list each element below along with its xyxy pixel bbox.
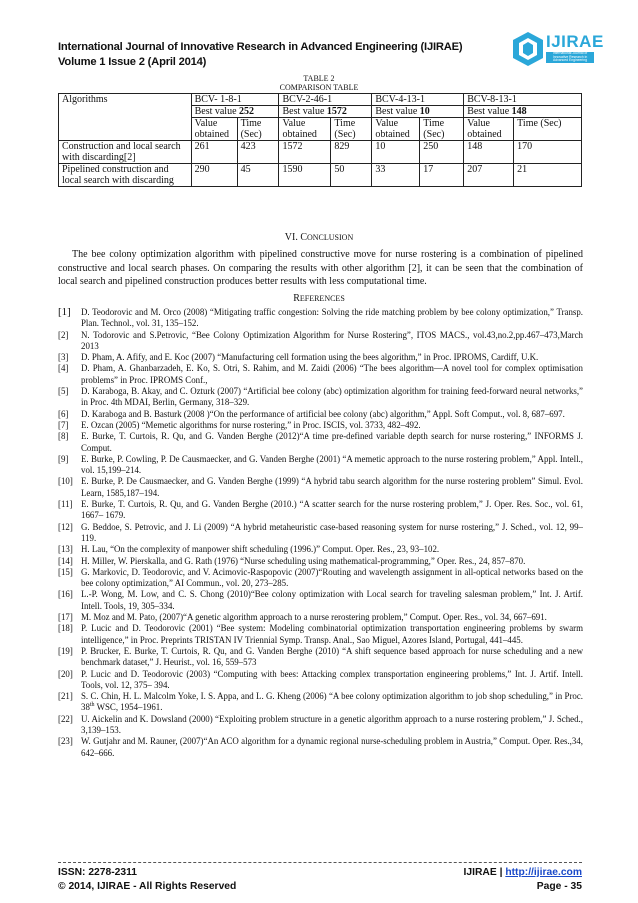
table-cell: 829 <box>331 141 372 164</box>
reference-text: E. Burke, P. Cowling, P. De Causmaecker, and G. Vanden Berghe (2001) “A memetic approach to the nurse rostering problem,” Appl. Intell., vol. 15,199–214. <box>81 453 583 476</box>
reference-text: D. Pham, A. Ghanbarzadeh, E. Ko, S. Otri, S. Rahim, and M. Zaidi (2006) “The bees algorithm—A novel tool for complex optimisation problems” in Proc. IPROMS Conf., <box>81 363 583 385</box>
reference-item <box>58 386 583 409</box>
reference-item <box>58 307 583 330</box>
time-header: Time (Sec) <box>514 118 582 141</box>
comparison-table <box>58 93 582 187</box>
reference-text: U. Aickelin and K. Dowsland (2000) “Exploiting problem structure in a genetic algorithm approach to a nurse rostering problem,” J. Sched., 3,139–153. <box>81 713 583 735</box>
table-cell: 1590 <box>279 164 331 187</box>
time-header: Time (Sec) <box>331 118 372 141</box>
reference-number: [6] <box>58 408 69 419</box>
reference-text: E. Ozcan (2005) “Memetic algorithms for nurse rostering,” in Proc. ISCIS, vol. 3733, 482–492. <box>81 419 421 430</box>
reference-number: [1] <box>58 306 71 318</box>
reference-item <box>58 646 583 669</box>
best-value: 10 <box>419 106 430 117</box>
best-value-label: Best value <box>194 106 240 117</box>
footer-left <box>58 866 236 894</box>
reference-text: W. Gutjahr and M. Rauner, (2007)“An ACO algorithm for a dynamic regional nurse-scheduling problem in Austria,” Comput. Oper. Res.,34, 642–666. <box>81 736 583 758</box>
references-list <box>58 307 583 759</box>
reference-number: [11] <box>58 499 73 510</box>
reference-number: [12] <box>58 521 73 532</box>
algorithms-header: Algorithms <box>59 94 192 141</box>
reference-text: D. Pham, A. Afify, and E. Koc (2007) “Manufacturing cell formation using the bees algorithm,” in Proc. IPROMS, Cardiff, U.K. <box>81 352 539 363</box>
reference-number: [9] <box>58 453 69 464</box>
instance-name: BCV-4-13-1 <box>372 94 464 106</box>
instance-name: BCV- 1-8-1 <box>191 94 279 106</box>
reference-text: H. Lau, “On the complexity of manpower shift scheduling (1996.)” Comput. Oper. Res., 23, 93–102. <box>81 544 440 555</box>
table-row <box>59 141 582 164</box>
best-value-label: Best value <box>467 106 512 117</box>
reference-number: [21] <box>58 691 73 702</box>
reference-number: [2] <box>58 329 69 340</box>
reference-number: [16] <box>58 589 73 600</box>
reference-item <box>58 612 583 623</box>
reference-item <box>58 409 583 420</box>
reference-number: [8] <box>58 431 69 442</box>
journal-title: International Journal of Innovative Research in Advanced Engineering (IJIRAE) <box>58 41 463 53</box>
footer-copyright: © 2014, IJIRAE - All Rights Reserved <box>58 881 237 892</box>
value-obtained-header: Value obtained <box>279 118 331 141</box>
reference-item <box>58 431 583 454</box>
reference-number: [15] <box>58 566 73 577</box>
conclusion-heading-text: ONCLUSION <box>307 233 354 242</box>
reference-text: D. Karaboga and B. Basturk (2008 )“On the performance of artificial bee colony (abc) algorithm,” Appl. Soft Comput., vol. 8, 687–697. <box>81 408 565 419</box>
table-caption-title: COMPARISON TABLE <box>279 83 359 92</box>
best-value: 252 <box>239 106 255 117</box>
reference-text: H. Miller, W. Pierskalla, and G. Rath (1976) “Nurse scheduling using mathematical-programming,” Oper. Res., 24, 857–870. <box>81 555 526 566</box>
reference-number: [18] <box>58 623 73 634</box>
conclusion-heading <box>0 232 638 243</box>
instance-name: BCV-8-13-1 <box>464 94 582 106</box>
reference-text: E. Burke, P. De Causmaecker, and G. Vanden Berghe (1999) “A hybrid tabu search algorithm for the nurse rostering problem” Simul. Evol. Learn, 1585,187–194. <box>81 476 583 498</box>
reference-number: [20] <box>58 668 73 679</box>
footer-divider <box>58 862 582 863</box>
table-cell: 21 <box>514 164 582 187</box>
reference-number: [5] <box>58 386 69 397</box>
reference-item <box>58 499 583 522</box>
references-heading-initial: R <box>293 293 300 304</box>
table-row <box>59 164 582 187</box>
best-value-cell <box>372 106 464 118</box>
table-cell: 10 <box>372 141 420 164</box>
table-header-row <box>59 94 582 106</box>
best-value-cell <box>464 106 582 118</box>
algorithm-name: Pipelined construction and local search with discarding <box>59 164 192 187</box>
logo-tagline: International Journal of Innovative Research in Advanced Engineering <box>546 52 594 63</box>
reference-number: [19] <box>58 645 73 656</box>
reference-superscript: th <box>89 702 95 709</box>
reference-item <box>58 544 583 555</box>
footer-site-link[interactable]: http://ijirae.com <box>505 867 582 878</box>
reference-item <box>58 420 583 431</box>
reference-item <box>58 691 583 714</box>
reference-item <box>58 669 583 692</box>
reference-number: [10] <box>58 476 73 487</box>
table-cell: 1572 <box>279 141 331 164</box>
reference-text: L.-P. Wong, M. Low, and C. S. Chong (2010)“Bee colony optimization with Local search for traveling salesman problem,” Int. J. Artif. Intell. Tools, 19, 305–334. <box>81 589 583 611</box>
reference-item <box>58 589 583 612</box>
time-header: Time (Sec) <box>237 118 279 141</box>
reference-text: P. Lucic and D. Teodorovic (2001) “Bee system: Modeling combinatorial optimization transportation engineering problems by swarm intelligence,” in Proc. Preprints TRISTAN IV Triennial Symp. Transp. Anal., Sao Miguel, Azores Island, Portugal, 441–445. <box>81 623 583 645</box>
reference-number: [17] <box>58 612 73 623</box>
reference-text: D. Teodorovic and M. Orco (2008) “Mitigating traffic congestion: Solving the ride matching problem by bee colony optimization,” Transp. Plan. Technol., vol. 31, 135–152. <box>81 307 583 329</box>
best-value-label: Best value <box>375 106 420 117</box>
reference-text: P. Brucker, E. Burke, T. Curtois, R. Qu, and G. Vanden Berghe (2010) “A shift sequence based approach for nurse scheduling and a new benchmark dataset,” J. Heurist., vol. 16, 559–573 <box>81 645 583 668</box>
instance-name: BCV-2-46-1 <box>279 94 372 106</box>
footer-page-number: Page - 35 <box>536 881 582 892</box>
reference-number: [22] <box>58 713 73 724</box>
table-cell: 207 <box>464 164 514 187</box>
table-cell: 250 <box>420 141 464 164</box>
table-cell: 148 <box>464 141 514 164</box>
reference-item <box>58 352 583 363</box>
footer-site-label: IJIRAE | <box>463 867 506 878</box>
reference-text: D. Karaboga, B. Akay, and C. Ozturk (2007) “Artificial bee colony (abc) optimization algorithm for training feed-forward neural networks,” in Proc. 4th MDAI, Berlin, Germany, 318–329. <box>81 386 583 408</box>
reference-number: [3] <box>58 352 69 363</box>
reference-item <box>58 556 583 567</box>
footer-issn: ISSN: 2278-2311 <box>58 867 137 878</box>
reference-item <box>58 330 583 353</box>
reference-text: E. Burke, T. Curtois, R. Qu, and G. Vanden Berghe (2012)“A time pre-defined variable depth search for nurse rostering,” INFORMS J. Comput. <box>81 431 583 453</box>
best-value: 148 <box>511 106 527 117</box>
footer-site <box>464 866 582 880</box>
reference-item <box>58 454 583 477</box>
reference-number: [23] <box>58 736 73 747</box>
reference-item <box>58 623 583 646</box>
footer-right <box>464 866 582 894</box>
reference-number: [13] <box>58 544 73 555</box>
reference-item <box>58 567 583 590</box>
value-obtained-header: Value obtained <box>464 118 514 141</box>
table-caption-label: TABLE 2 <box>303 74 335 83</box>
table-cell: 423 <box>237 141 279 164</box>
best-value-cell <box>279 106 372 118</box>
conclusion-heading-num: VI. C <box>284 232 307 243</box>
reference-text: E. Burke, T. Curtois, R. Qu, and G. Vanden Berghe (2010.) “A scatter search for the nurse rostering problem,” J. Oper. Res. Soc., vol. 61, 1667– 1679. <box>81 499 583 521</box>
reference-text <box>81 691 583 714</box>
reference-text: G. Beddoe, S. Petrovic, and J. Li (2009) “A hybrid metaheuristic case-based reasoning system for nurse rostering,” J. Sched., vol. 12, 99– 119. <box>81 521 583 543</box>
reference-text: N. Todorovic and S.Petrovic, “Bee Colony Optimization Algorithm for Nurse Rostering”, ITOS MACS., vol.43,no.2,pp.467–473,March 2013 <box>81 329 583 351</box>
reference-item <box>58 714 583 737</box>
value-obtained-header: Value obtained <box>372 118 420 141</box>
reference-text-part: S. C. Chin, H. L. Malcolm Yoke, I. S. Appa, and L. G. Kheng (2006) “A bee colony optimization algorithm to job shop scheduling,” in Proc. 38 <box>81 691 583 713</box>
reference-item <box>58 363 583 386</box>
table-cell: 17 <box>420 164 464 187</box>
table-cell: 50 <box>331 164 372 187</box>
reference-number: [7] <box>58 419 69 430</box>
algorithm-name: Construction and local search with discarding[2] <box>59 141 192 164</box>
time-header: Time (Sec) <box>420 118 464 141</box>
conclusion-paragraph: The bee colony optimization algorithm with pipelined constructive move for nurse rostering is a combination of pipelined constructive and local search phases. On comparing the results with other algorithm [2], it can be seen that the combination of local search and pipelined construction produces better results with less computational time. <box>58 249 583 287</box>
best-value: 1572 <box>326 106 347 117</box>
reference-number: [4] <box>58 363 69 374</box>
references-heading-text: EFERENCES <box>299 294 345 303</box>
best-value-cell <box>191 106 279 118</box>
journal-logo <box>510 30 604 68</box>
references-heading <box>0 293 638 304</box>
table-cell: 290 <box>191 164 237 187</box>
reference-text: G. Markovic, D. Teodorovic, and V. Acimovic-Raspopovic (2007)“Routing and wavelength assignment in all-optical networks based on the bee colony optimization,” AI Commun., vol. 20, 273–285. <box>81 566 583 589</box>
hexagon-logo-icon <box>510 30 546 68</box>
reference-text-part: WSC, 1954–1961. <box>94 702 163 713</box>
journal-header <box>58 40 462 70</box>
table-cell: 45 <box>237 164 279 187</box>
reference-text: P. Lucic and D. Teodorovic (2003) “Computing with bees: Attacking complex transportation engineering problems,” Int. J. Artif. Intell. Tools, vol. 12, 375– 394. <box>81 668 583 690</box>
best-value-label: Best value <box>282 106 327 117</box>
reference-item <box>58 476 583 499</box>
reference-item <box>58 736 583 759</box>
table-cell: 33 <box>372 164 420 187</box>
journal-volume: Volume 1 Issue 2 (April 2014) <box>58 56 207 68</box>
reference-text: M. Moz and M. Pato, (2007)“A genetic algorithm approach to a nurse rerostering problem,” Comput. Oper. Res., vol. 34, 667–691. <box>81 612 547 623</box>
reference-item <box>58 522 583 545</box>
logo-wordmark: IJIRAE <box>546 32 604 51</box>
table-cell: 261 <box>191 141 237 164</box>
value-obtained-header: Value obtained <box>191 118 237 141</box>
table-cell: 170 <box>514 141 582 164</box>
reference-number: [14] <box>58 555 73 566</box>
